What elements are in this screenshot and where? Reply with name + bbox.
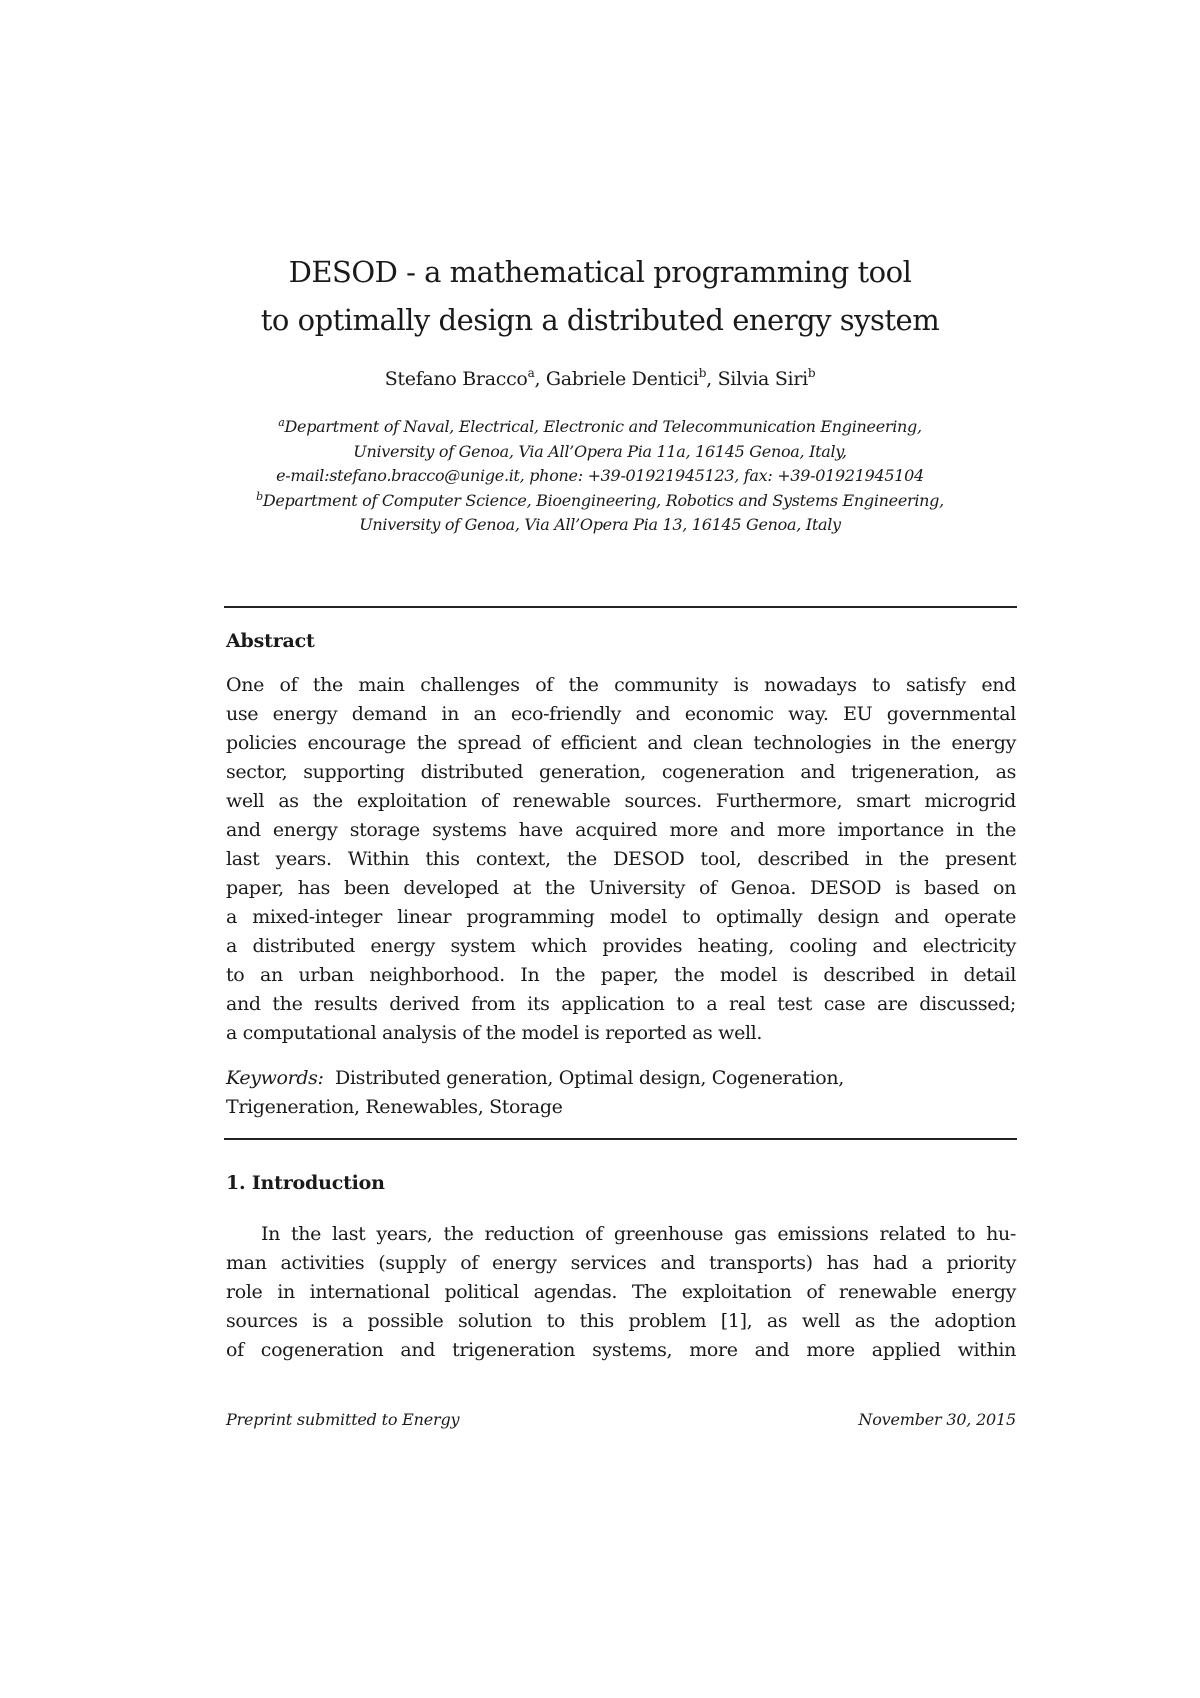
abstract-line: a mixed-integer linear programming model to optimally design and operate — [226, 906, 1016, 928]
intro-line: of cogeneration and trigeneration systems, more and more applied within — [226, 1339, 1016, 1361]
intro-line: In the last years, the reduction of greenhouse gas emissions related to hu- — [261, 1223, 1016, 1245]
affiliation-b-line-2: University of Genoa, Via All’Opera Pia 13, 16145 Genoa, Italy — [359, 515, 841, 534]
title-line-1: DESOD - a mathematical programming tool — [288, 255, 912, 289]
author-name: Stefano Bracco — [384, 368, 528, 390]
author-name: Gabriele Dentici — [545, 368, 699, 390]
keywords-line-2: Trigeneration, Renewables, Storage — [226, 1096, 563, 1118]
intro-line: man activities (supply of energy services and transports) has had a priority — [226, 1252, 1016, 1274]
introduction-heading: 1. Introduction — [226, 1172, 385, 1194]
abstract-top-rule — [224, 606, 1017, 608]
author-list: Stefano Bracco$^a$, Gabriele Dentici$^b$, Silvia Siri$^b$ — [384, 366, 816, 390]
keywords-line-1 — [226, 1064, 1016, 1093]
keywords — [226, 1064, 1016, 1122]
abstract-bottom-rule — [224, 1138, 1017, 1140]
affiliation-b-line-1: $^b$Department of Computer Science, Bioengineering, Robotics and Systems Engineering, — [256, 489, 944, 510]
affil-mark: b — [256, 489, 263, 503]
preprint-note: Preprint submitted to Energy — [226, 1410, 460, 1429]
author-affil-mark: b — [698, 366, 707, 380]
abstract-line: use energy demand in an eco-friendly and economic way. EU governmental — [226, 703, 1016, 725]
intro-line: role in international political agendas. The exploitation of renewable energy — [226, 1281, 1016, 1303]
abstract-line: and energy storage systems have acquired more and more importance in the — [226, 819, 1016, 841]
intro-line: sources is a possible solution to this problem [1], as well as the adoption — [226, 1310, 1016, 1332]
introduction-body — [226, 1220, 1016, 1365]
abstract-line: last years. Within this context, the DESOD tool, described in the present — [226, 848, 1016, 870]
abstract-line: sector, supporting distributed generation, cogeneration and trigeneration, as — [226, 761, 1016, 783]
abstract-body — [226, 671, 1016, 1048]
abstract-line: and the results derived from its application to a real test case are discussed; — [226, 993, 1016, 1015]
abstract-line: to an urban neighborhood. In the paper, the model is described in detail — [226, 964, 1016, 986]
affiliation-a-contact: e-mail:stefano.bracco@unige.it, phone: +39-01921945123, fax: +39-01921945104 — [276, 466, 924, 485]
abstract-line: well as the exploitation of renewable sources. Furthermore, smart microgrid — [226, 790, 1016, 812]
author-name: Silvia Siri — [717, 368, 808, 390]
preprint-date: November 30, 2015 — [858, 1410, 1016, 1429]
affiliation-a-line-1: $^a$Department of Naval, Electrical, Electronic and Telecommunication Engineering, — [278, 416, 922, 436]
abstract-line: a computational analysis of the model is reported as well. — [226, 1022, 763, 1044]
title-line-2: to optimally design a distributed energy system — [260, 303, 940, 337]
abstract-line: policies encourage the spread of efficient and clean technologies in the energy — [226, 732, 1016, 754]
abstract-line: One of the main challenges of the community is nowadays to satisfy end — [226, 674, 1016, 696]
keywords-text: Distributed generation, Optimal design, Cogeneration, — [335, 1067, 844, 1089]
abstract-heading: Abstract — [226, 630, 315, 652]
abstract-line: paper, has been developed at the University of Genoa. DESOD is based on — [226, 877, 1016, 899]
paper-title — [0, 248, 1200, 344]
affiliations — [0, 415, 1200, 538]
keywords-label: Keywords: — [226, 1067, 324, 1089]
affil-mark: a — [278, 416, 285, 429]
abstract-line: a distributed energy system which provides heating, cooling and electricity — [226, 935, 1016, 957]
affiliation-a-line-2: University of Genoa, Via All’Opera Pia 11a, 16145 Genoa, Italy, — [353, 441, 847, 461]
author-affil-mark: a — [527, 366, 535, 380]
author-affil-mark: b — [807, 366, 816, 380]
